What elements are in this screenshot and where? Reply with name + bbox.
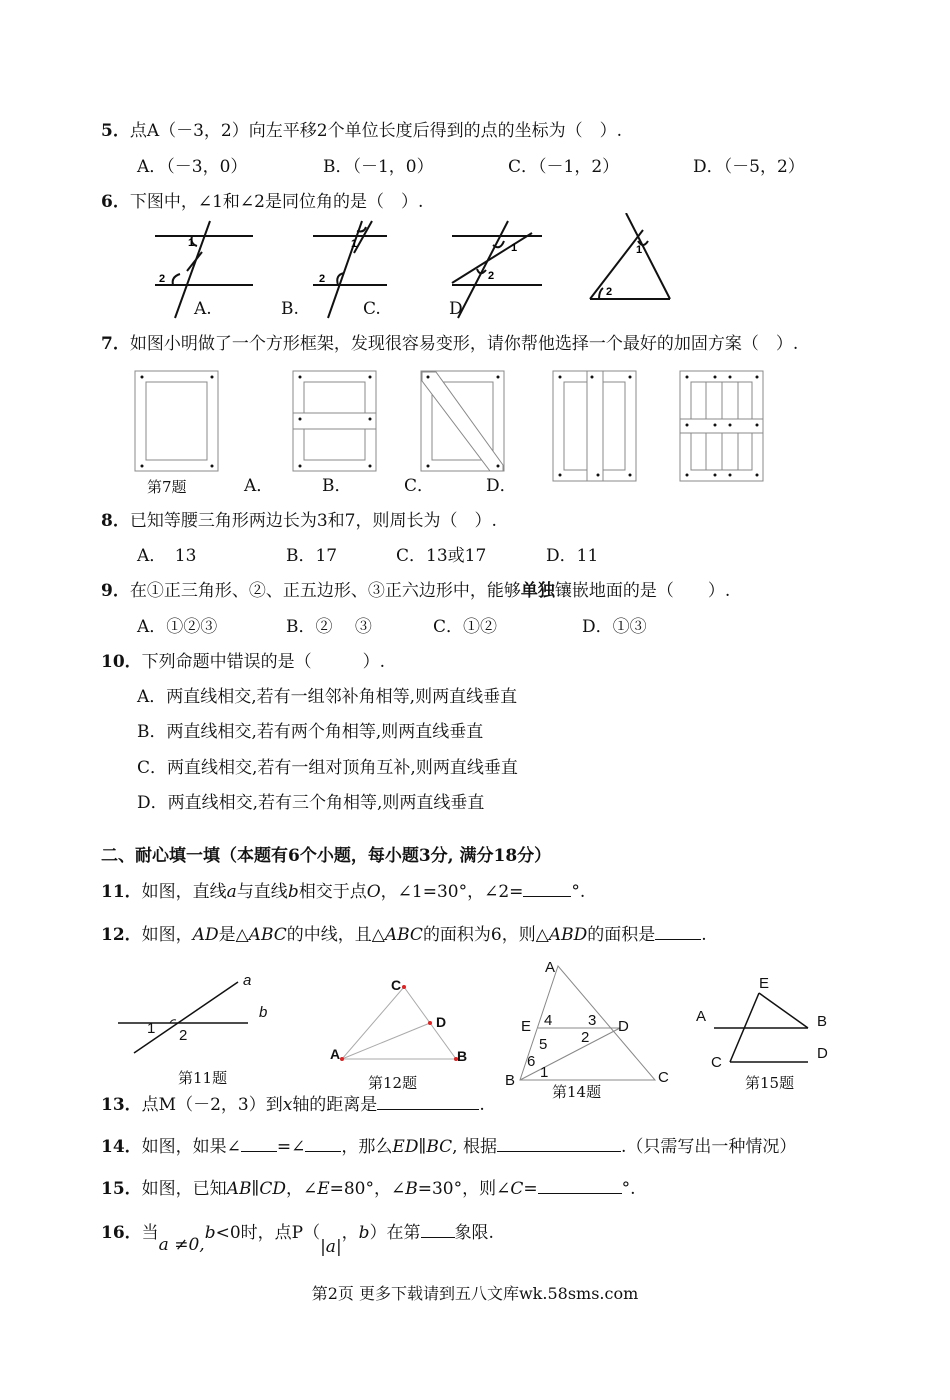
fig15-segment-eb (759, 993, 808, 1028)
fig11-angle1-label: 1 (147, 1020, 156, 1037)
fig15-caption: 第15题 (745, 1074, 795, 1092)
q14-blank-reason[interactable] (497, 1135, 621, 1152)
fig14-label-3: 3 (588, 1012, 597, 1029)
q15-parallel-sign: ∥ (251, 1179, 260, 1199)
q6-option-a[interactable]: A. (194, 299, 212, 319)
q5-stem (101, 120, 622, 142)
fig12-caption: 第12题 (368, 1074, 418, 1092)
q7-frame-d (680, 371, 763, 481)
q11-text-1: 如图，直线 (141, 882, 227, 902)
q6a-angle2-label: 2 (159, 273, 166, 285)
q12-number: 12． (101, 925, 142, 945)
fig15-label-b: B (817, 1013, 828, 1030)
q12-text-2: 是△ (218, 925, 249, 945)
q12-text-6: . (701, 925, 707, 945)
q14-blank-angle-2[interactable] (305, 1135, 341, 1152)
q8-option-c[interactable]: C．13或17 (396, 546, 487, 566)
q12-text-1: 如图， (141, 925, 193, 945)
q11-var-b: b (287, 882, 299, 902)
q12-answer-blank[interactable] (655, 923, 701, 940)
fig15-label-c: C (711, 1054, 722, 1071)
q12-var-abc: ABC (248, 925, 287, 945)
fig14-label-2: 2 (581, 1029, 590, 1046)
q15-text-5: = (523, 1179, 538, 1199)
q6-stem (101, 191, 423, 213)
fig14-label-6: 6 (527, 1053, 536, 1070)
fig11-label-a: a (243, 972, 252, 989)
q12-stem (101, 923, 707, 946)
q15-stem (101, 1177, 636, 1200)
q15-var-cd: CD (259, 1179, 286, 1199)
q7-text: 如图小明做了一个方形框架，发现很容易变形，请你帮他选择一个最好的加固方案（ ）. (129, 334, 799, 354)
fig12-median-ad (342, 1023, 430, 1059)
q9-text-emphasis: 单独 (520, 581, 555, 601)
q6-figure-d (590, 213, 670, 299)
q12-text-4: 的面积为6，则△ (422, 925, 549, 945)
q15-text-1: 如图，已知 (141, 1179, 227, 1199)
q15-text-3: =80°，∠ (329, 1179, 406, 1199)
page-footer: 第2页 更多下载请到五八文库wk.58sms.com (311, 1284, 639, 1303)
fig15-label-e: E (759, 975, 770, 992)
fig12-label-c: C (391, 977, 402, 993)
q13-var-x: x (282, 1095, 293, 1115)
q8-option-d[interactable]: D．11 (546, 546, 599, 566)
q16-abs-a: |a| (320, 1237, 342, 1257)
q6-option-b[interactable]: B. (281, 299, 299, 319)
q12-var-abc-2: ABC (384, 925, 423, 945)
q6d-angle2-label: 2 (606, 286, 613, 298)
fig14-label-5: 5 (539, 1036, 548, 1053)
q14-text-3: ，那么 (341, 1137, 393, 1157)
q6-number: 6． (101, 192, 130, 212)
q11-answer-blank[interactable] (523, 880, 571, 897)
q8-stem (101, 510, 497, 532)
fig14-label-e: E (521, 1018, 532, 1035)
q9-stem (101, 580, 730, 602)
q10-option-b[interactable]: B．两直线相交,若有两个角相等,则两直线垂直 (137, 722, 484, 742)
fig12-label-b: B (457, 1048, 468, 1064)
q13-text-1: 点M（－2，3）到 (141, 1095, 283, 1115)
q16-var-b-2: b (358, 1223, 370, 1243)
q13-text-3: . (479, 1095, 485, 1115)
q6d-angle1-label: 1 (636, 244, 643, 256)
q7-figures (130, 369, 770, 485)
q7-option-d[interactable]: D． (486, 476, 517, 496)
q14-stem (101, 1135, 796, 1158)
q6a-angle1-label: 1 (188, 237, 195, 249)
fig11-angle2-label: 2 (179, 1027, 188, 1044)
q10-option-d[interactable]: D．两直线相交,若有三个角相等,则两直线垂直 (137, 793, 485, 813)
q13-answer-blank[interactable] (377, 1093, 479, 1110)
q13-stem (101, 1093, 485, 1116)
fig15-label-d: D (817, 1045, 828, 1062)
q11-text-5: °. (571, 882, 586, 902)
q5-text: 点A（－3，2）向左平移2个单位长度后得到的点的坐标为（ ）. (129, 121, 622, 141)
q11-text-3: 相交于点 (298, 882, 367, 902)
q14-var-bc: BC (426, 1137, 453, 1157)
fig14-label-d: D (618, 1018, 629, 1035)
q15-var-b: B (405, 1179, 418, 1199)
q16-text-1: 当 (141, 1223, 159, 1243)
q7-option-c[interactable]: C． (404, 476, 435, 496)
q14-blank-angle-1[interactable] (241, 1135, 277, 1152)
q15-number: 15． (101, 1179, 142, 1199)
fig12-label-a: A (330, 1046, 341, 1062)
q11-var-a: a (226, 882, 237, 902)
q7-frame-c (553, 371, 636, 481)
q10-text: 下列命题中错误的是（ ）. (141, 652, 386, 672)
q6-figures (140, 213, 700, 325)
fig14-label-b: B (505, 1072, 516, 1089)
q16-answer-blank[interactable] (421, 1221, 455, 1238)
q16-text-5: 象限. (454, 1223, 494, 1243)
q14-parallel-sign: ∥ (418, 1137, 427, 1157)
q6b-angle1-label: 1 (351, 238, 358, 250)
q12-text-5: 的面积是 (587, 925, 656, 945)
q8-option-b[interactable]: B．17 (286, 546, 338, 566)
q14-number: 14． (101, 1137, 142, 1157)
q16-number: 16． (101, 1223, 142, 1243)
q14-text-5: .（只需写出一种情况） (620, 1137, 797, 1157)
q6-option-d[interactable]: D (449, 299, 463, 319)
q10-option-a[interactable]: A．两直线相交,若有一组邻补角相等,则两直线垂直 (137, 687, 518, 707)
q7-option-a[interactable]: A． (244, 476, 274, 496)
q15-text-2: ，∠ (285, 1179, 318, 1199)
q11-stem (101, 880, 585, 903)
q9-option-a[interactable]: A．①②③ (137, 617, 218, 637)
q16-text-3: ， (341, 1223, 359, 1243)
q9-text-a: 在①正三角形、②、正五边形、③正六边形中，能够 (129, 581, 521, 601)
q11-number: 11． (101, 882, 142, 902)
q16-var-b: b (204, 1223, 216, 1243)
q9-text-c: 镶嵌地面的是（ ）. (554, 581, 731, 601)
q14-text-1: 如图，如果∠ (141, 1137, 241, 1157)
q6b-angle2-label: 2 (319, 273, 326, 285)
fig14-label-1: 1 (540, 1064, 549, 1081)
q16-stem (101, 1221, 494, 1257)
q5-option-b[interactable]: B．（－1，0） (323, 157, 434, 177)
q7-option-b[interactable]: B． (322, 476, 352, 496)
q7-stem (101, 333, 798, 355)
q5-option-d[interactable]: D．（－5，2） (693, 157, 805, 177)
q15-text-4: =30°，则∠ (417, 1179, 511, 1199)
q13-number: 13． (101, 1095, 142, 1115)
q6-option-c[interactable]: C. (363, 299, 381, 319)
q14-text-4: , 根据 (452, 1137, 497, 1157)
q16-condition: a ≠0, (158, 1235, 205, 1255)
q14-var-ed: ED (392, 1137, 419, 1157)
q6-figure-c (452, 221, 542, 318)
q12-var-ad: AD (192, 925, 219, 945)
q11-text-2: 与直线 (236, 882, 288, 902)
q9-option-d[interactable]: D．①③ (582, 617, 647, 637)
q11-var-o: O (366, 882, 381, 902)
q5-number: 5． (101, 121, 130, 141)
q10-number: 10． (101, 652, 142, 672)
fig12-label-d: D (436, 1014, 447, 1030)
q8-number: 8． (101, 511, 130, 531)
q5-option-c[interactable]: C．（－1，2） (508, 157, 620, 177)
fig11-caption: 第11题 (178, 1069, 228, 1087)
fig14-label-c: C (658, 1069, 669, 1086)
q7-frame-original (135, 371, 218, 471)
q16-text-4: ）在第 (369, 1223, 421, 1243)
q6-text: 下图中，∠1和∠2是同位角的是（ ）. (129, 192, 424, 212)
q8-text: 已知等腰三角形两边长为3和7，则周长为（ ）. (129, 511, 497, 531)
q15-var-ab: AB (226, 1179, 252, 1199)
q9-option-c[interactable]: C．①② (433, 617, 498, 637)
q7-number: 7． (101, 334, 130, 354)
fig15-label-a: A (696, 1008, 707, 1025)
q6c-angle1-label: 1 (511, 242, 518, 254)
q14-text-2: =∠ (276, 1137, 306, 1157)
q10-option-c[interactable]: C．两直线相交,若有一组对顶角互补,则两直线垂直 (137, 758, 518, 778)
q5-option-a[interactable]: A．（－3，0） (137, 157, 248, 177)
q15-var-e: E (317, 1179, 330, 1199)
section2-title: 二、耐心填一填（本题有6个小题，每小题3分, 满分18分） (101, 846, 552, 866)
q13-text-2: 轴的距离是 (292, 1095, 378, 1115)
fig11-label-b: b (259, 1004, 268, 1021)
q11-text-4: ，∠1=30°，∠2= (380, 882, 524, 902)
q9-option-b[interactable]: B．② ③ (286, 617, 372, 637)
fig14-caption: 第14题 (552, 1083, 602, 1101)
q15-text-6: °. (621, 1179, 636, 1199)
q15-var-c: C (510, 1179, 524, 1199)
q12-var-abd: ABD (548, 925, 588, 945)
q12-text-3: 的中线，且△ (286, 925, 385, 945)
q15-answer-blank[interactable] (538, 1177, 622, 1194)
q10-stem (101, 651, 385, 673)
q8-option-a[interactable]: A． 13 (137, 546, 197, 566)
q7-frame-b (421, 371, 504, 471)
q6c-angle2-label: 2 (488, 270, 495, 282)
q7-frame-a (293, 371, 376, 471)
fig14-label-4: 4 (544, 1012, 553, 1029)
q16-text-2: <0时，点P（ (215, 1223, 321, 1243)
q7-caption: 第7题 (147, 478, 187, 496)
q9-number: 9． (101, 581, 130, 601)
fig14-label-a: A (545, 959, 556, 976)
